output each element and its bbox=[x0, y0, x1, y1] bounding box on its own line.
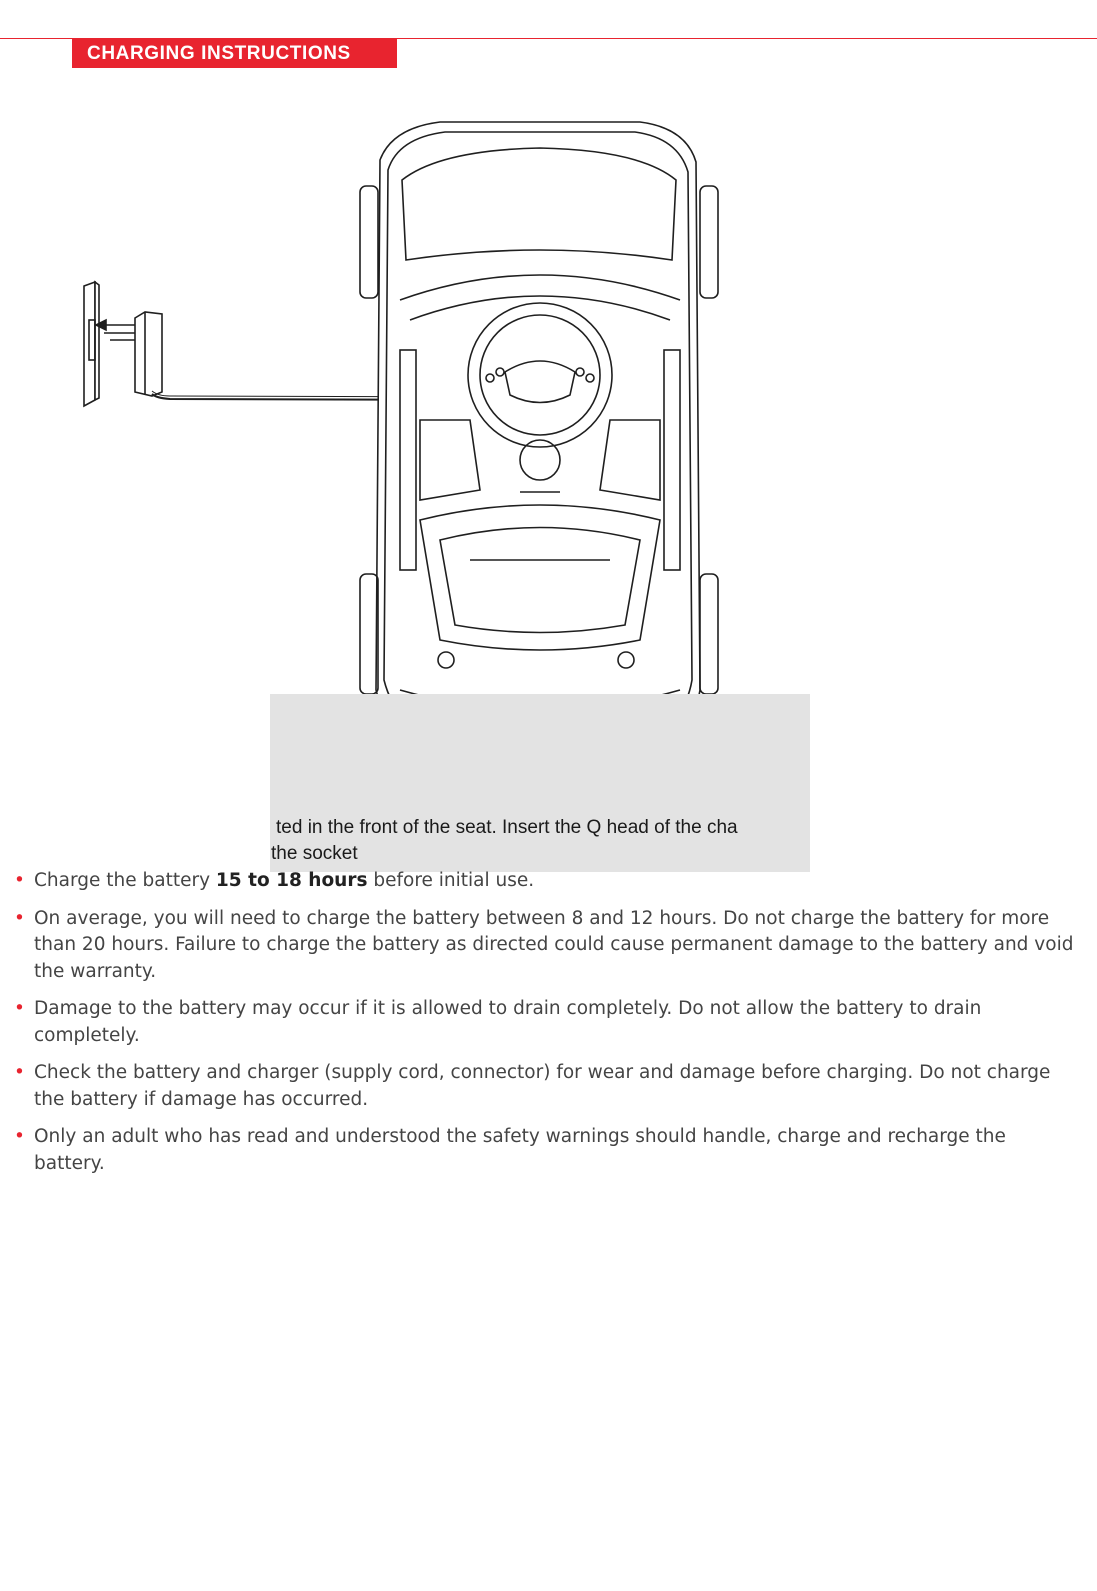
ride-on-car-icon bbox=[360, 122, 718, 752]
instruction-list bbox=[14, 868, 1074, 1188]
bullet-icon: • bbox=[14, 998, 25, 1019]
caption-line-1: ted in the front of the seat. Insert the Q head of the cha bbox=[276, 817, 738, 838]
section-title: CHARGING INSTRUCTIONS bbox=[72, 39, 397, 68]
list-item-text: On average, you will need to charge the battery between 8 and 12 hours. Do not charge the battery for more than 20 hours. Failure to charge the battery as directed could cause permanent damage to the battery and void the warranty. bbox=[34, 907, 1074, 982]
list-item-text: Check the battery and charger (supply cord, connector) for wear and damage before charging. Do not charge the battery if damage has occurred. bbox=[34, 1062, 1051, 1110]
wall-outlet-icon bbox=[84, 282, 99, 406]
bullet-icon: • bbox=[14, 1126, 25, 1147]
caption bbox=[271, 815, 809, 867]
car-charging-diagram-icon bbox=[0, 95, 1097, 795]
list-item bbox=[14, 1060, 1074, 1113]
list-item bbox=[14, 996, 1074, 1049]
bullet-icon: • bbox=[14, 1062, 25, 1083]
list-item-text: Damage to the battery may occur if it is allowed to drain completely. Do not allow the battery to drain completely. bbox=[34, 998, 982, 1046]
list-item-text: Charge the battery bbox=[34, 870, 216, 891]
list-item-text: before initial use. bbox=[367, 870, 535, 891]
list-item-emphasis: 15 to 18 hours bbox=[215, 870, 368, 891]
list-item bbox=[14, 1124, 1074, 1177]
list-item-text: Only an adult who has read and understood the safety warnings should handle, charge and recharge the battery. bbox=[34, 1126, 1006, 1174]
bullet-icon: • bbox=[14, 870, 25, 891]
list-item bbox=[14, 906, 1074, 986]
caption-line-2: the socket bbox=[271, 843, 358, 864]
bullet-icon: • bbox=[14, 907, 25, 929]
charger-plug-icon bbox=[96, 312, 162, 396]
list-item bbox=[14, 868, 1074, 895]
